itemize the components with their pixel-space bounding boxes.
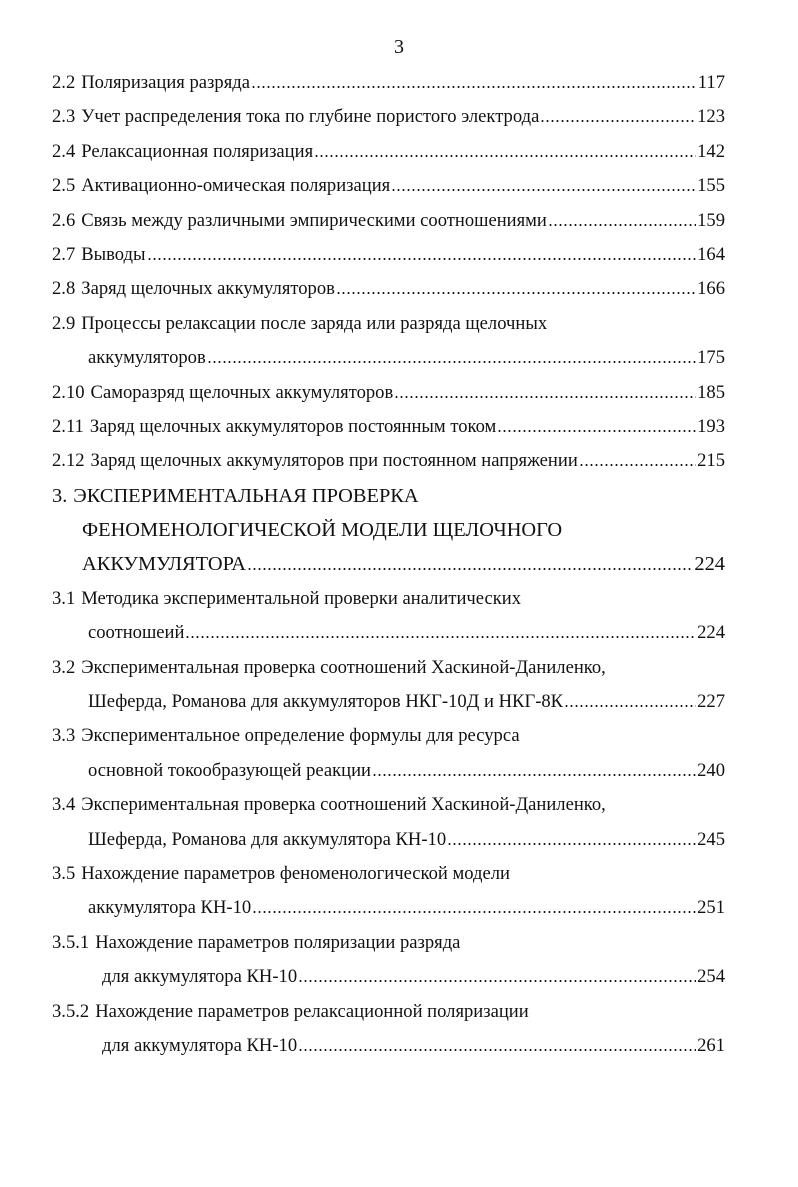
toc-entry-number: 3.4 <box>52 794 76 816</box>
toc-entry-page: 123 <box>697 106 725 128</box>
dot-leader <box>394 396 696 398</box>
dot-leader <box>564 705 696 707</box>
toc-entry-number: 3.5 <box>52 862 76 884</box>
toc-entry-number: 2.6 <box>52 209 76 231</box>
toc-line <box>52 926 725 960</box>
dot-leader <box>497 430 696 432</box>
toc-entry-title: основной токообразующей реакции <box>88 759 371 781</box>
toc-entry-number: 3.3 <box>52 725 76 747</box>
toc-entry-number: 2.2 <box>52 72 76 93</box>
dot-leader <box>579 464 696 466</box>
toc-line <box>52 66 725 100</box>
toc-entry-title: Экспериментальное определение формулы для ресурса <box>81 725 520 747</box>
toc-entry-title: Заряд щелочных аккумуляторов постоянным током <box>89 415 497 437</box>
toc-entry-title: Экспериментальная проверка соотношений Хаскиной-Даниленко, <box>81 656 606 678</box>
toc-line <box>52 513 725 547</box>
toc-line <box>52 410 725 444</box>
dot-leader <box>298 1049 696 1051</box>
dot-leader <box>540 120 696 122</box>
toc-entry-title: Процессы релаксации после заряда или разряда щелочных <box>81 312 548 334</box>
toc-line <box>52 857 725 891</box>
toc-entry-number: 2.5 <box>52 175 76 197</box>
toc-entry-title: ЭКСПЕРИМЕНТАЛЬНАЯ ПРОВЕРКА <box>73 484 419 507</box>
dot-leader <box>391 189 696 191</box>
toc-entry-title: Нахождение параметров феноменологической модели <box>81 862 511 884</box>
toc-entry-number: 3.5.2 <box>52 1000 90 1022</box>
dot-leader <box>548 224 696 226</box>
toc-line <box>52 960 725 994</box>
toc-entry-title: Поляризация разряда <box>81 72 250 93</box>
toc-entry-title: Шеферда, Романова для аккумулятора КН-10 <box>88 828 447 850</box>
toc-entry-page: 166 <box>697 278 725 300</box>
toc-entry-number: 2.7 <box>52 243 76 265</box>
dot-leader <box>251 86 697 88</box>
toc-entry-title: Связь между различными эмпирическими соотношениями <box>81 209 547 231</box>
toc-entry-page: 240 <box>697 759 725 781</box>
toc-entry-title: Выводы <box>81 243 146 265</box>
toc-entry-page: 164 <box>697 243 725 265</box>
dot-leader <box>372 774 696 776</box>
toc-entry-page: 224 <box>697 622 725 644</box>
toc-line <box>52 272 725 306</box>
toc-entry-title: Нахождение параметров поляризации разряда <box>95 931 461 953</box>
toc-line <box>52 754 725 788</box>
toc-line <box>52 547 725 581</box>
toc-entry-title: Заряд щелочных аккумуляторов <box>81 278 335 300</box>
toc-entry-number: 3. <box>52 484 68 507</box>
toc-entry-number: 2.10 <box>52 381 85 403</box>
toc-entry-page: 159 <box>697 209 725 231</box>
toc-entry-page: 227 <box>697 691 725 713</box>
toc-entry-page: 245 <box>697 828 725 850</box>
toc-entry-title: Активационно-омическая поляризация <box>81 175 391 197</box>
toc-entry-number: 2.4 <box>52 140 76 162</box>
toc-line <box>52 582 725 616</box>
toc-line <box>52 376 725 410</box>
toc-line <box>52 238 725 272</box>
toc-entry-number: 3.1 <box>52 587 76 609</box>
toc-entry-page: 155 <box>697 175 725 197</box>
toc-line <box>52 823 725 857</box>
toc-line <box>52 995 725 1029</box>
toc-entry-page: 185 <box>697 381 725 403</box>
toc-entry-page: 251 <box>697 897 725 919</box>
toc-entry-title: АККУМУЛЯТОРА <box>82 553 247 576</box>
page-number: 3 <box>394 36 404 58</box>
toc-line <box>52 169 725 203</box>
toc-entry-title: аккумуляторов <box>88 347 206 369</box>
toc-entry-page: 193 <box>697 415 725 437</box>
dot-leader <box>147 258 697 260</box>
toc-line <box>52 204 725 238</box>
toc-line <box>52 1029 725 1063</box>
toc-line <box>52 479 725 513</box>
table-of-contents <box>52 66 725 1063</box>
toc-entry-title: аккумулятора КН-10 <box>88 897 252 919</box>
toc-line <box>52 788 725 822</box>
toc-entry-title: Методика экспериментальной проверки аналитических <box>81 587 522 609</box>
dot-leader <box>185 636 696 638</box>
toc-entry-title: для аккумулятора КН-10 <box>102 966 298 988</box>
toc-entry-title: Экспериментальная проверка соотношений Хаскиной-Даниленко, <box>81 794 606 816</box>
toc-line <box>52 891 725 925</box>
toc-entry-title: Учет распределения тока по глубине пористого электрода <box>81 106 540 128</box>
toc-line <box>52 341 725 375</box>
dot-leader <box>314 155 696 157</box>
toc-line <box>52 651 725 685</box>
toc-line <box>52 685 725 719</box>
toc-line <box>52 616 725 650</box>
dot-leader <box>336 292 696 294</box>
toc-line <box>52 719 725 753</box>
toc-entry-page: 175 <box>697 347 725 369</box>
dot-leader <box>247 568 693 570</box>
toc-entry-number: 2.12 <box>52 450 85 472</box>
dot-leader <box>447 843 696 845</box>
toc-entry-page: 215 <box>697 450 725 472</box>
toc-entry-title: Нахождение параметров релаксационной поляризации <box>95 1000 529 1022</box>
toc-entry-page: 261 <box>697 1034 725 1056</box>
toc-entry-number: 2.11 <box>52 415 84 437</box>
toc-entry-page: 254 <box>697 966 725 988</box>
toc-entry-title: Релаксационная поляризация <box>81 140 314 162</box>
toc-entry-title: Заряд щелочных аккумуляторов при постоянном напряжении <box>90 450 578 472</box>
toc-line <box>52 100 725 134</box>
toc-entry-page: 224 <box>694 553 725 576</box>
toc-entry-number: 3.2 <box>52 656 76 678</box>
toc-entry-number: 2.8 <box>52 278 76 300</box>
toc-line <box>52 444 725 478</box>
toc-entry-page: 117 <box>697 72 725 93</box>
toc-entry-title: Шеферда, Романова для аккумуляторов НКГ-10Д и НКГ-8К <box>88 691 564 713</box>
toc-entry-title: Саморазряд щелочных аккумуляторов <box>90 381 394 403</box>
dot-leader <box>207 361 696 363</box>
toc-line <box>52 307 725 341</box>
toc-line <box>52 135 725 169</box>
dot-leader <box>252 911 696 913</box>
toc-entry-page: 142 <box>697 140 725 162</box>
toc-entry-number: 2.9 <box>52 312 76 334</box>
toc-entry-number: 3.5.1 <box>52 931 90 953</box>
toc-entry-title: соотношеий <box>88 622 185 644</box>
toc-entry-title: для аккумулятора КН-10 <box>102 1034 298 1056</box>
toc-entry-number: 2.3 <box>52 106 76 128</box>
toc-entry-title: ФЕНОМЕНОЛОГИЧЕСКОЙ МОДЕЛИ ЩЕЛОЧНОГО <box>82 519 563 542</box>
dot-leader <box>298 980 696 982</box>
